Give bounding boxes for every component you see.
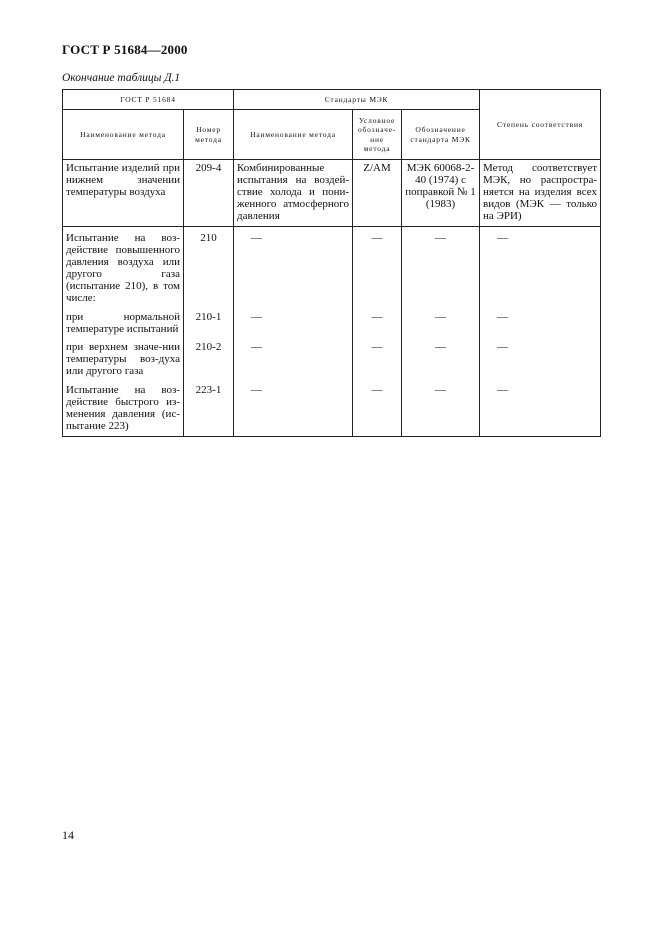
header-iec-method-name: Наименование метода [234, 110, 353, 160]
page-number: 14 [62, 828, 74, 842]
table-row [63, 336, 601, 379]
method-cell: Испытание на воз-действие повышенного давления воздуха или другого газа (испытание 210), в том числе: [63, 227, 184, 306]
dash-mark: — [497, 341, 509, 354]
conditional-cell: — [353, 227, 402, 306]
iec-method-cell [234, 306, 353, 337]
header-gost-group: ГОСТ Р 51684 [63, 90, 234, 110]
method-number-cell: 209-4 [184, 160, 234, 227]
method-number-cell: 210-2 [184, 336, 234, 379]
iec-method-cell [234, 227, 353, 306]
iec-method-cell [234, 379, 353, 436]
header-method-name: Наименование метода [63, 110, 184, 160]
iec-standard-cell: МЭК 60068-2-40 (1974) с поправкой № 1 (1983) [402, 160, 480, 227]
table-row [63, 379, 601, 436]
dash-mark: — [497, 232, 509, 245]
iec-method-cell: Комбинированные испытания на воздей-ствие холода и пони-женного атмосферного давления [234, 160, 353, 227]
header-method-number: Номер метода [184, 110, 234, 160]
table-caption: Окончание таблицы Д.1 [62, 72, 181, 84]
method-cell: Испытание на воз-действие быстрого из-менения давления (ис-пытание 223) [63, 379, 184, 436]
dash-mark: — [251, 384, 263, 396]
dash-mark: — [251, 341, 263, 354]
compliance-cell [480, 227, 601, 306]
method-number-cell: 210-1 [184, 306, 234, 337]
conditional-cell: — [353, 306, 402, 337]
document-title: ГОСТ Р 51684—2000 [62, 42, 188, 57]
header-iec-standard: Обозначение стандарта МЭК [402, 110, 480, 160]
method-number-cell: 223-1 [184, 379, 234, 436]
dash-mark: — [251, 232, 263, 245]
compliance-cell [480, 379, 601, 436]
table-row [63, 227, 601, 306]
header-compliance: Степень соответствия [480, 90, 601, 160]
iec-method-cell [234, 336, 353, 379]
iec-standard-cell: — [402, 336, 480, 379]
header-iec-group: Стандарты МЭК [234, 90, 480, 110]
compliance-cell [480, 336, 601, 379]
header-conditional: Условное обозначе-ние метода [353, 110, 402, 160]
method-number-cell: 210 [184, 227, 234, 306]
compliance-cell: Метод соответствует МЭК, но распростра-няется на изделия всех видов (МЭК — только на ЭРИ) [480, 160, 601, 227]
iec-standard-cell: — [402, 379, 480, 436]
method-cell: при нормальной температуре испытаний [63, 306, 184, 337]
table-row [63, 160, 601, 227]
conditional-cell: Z/AM [353, 160, 402, 227]
conditional-cell: — [353, 336, 402, 379]
compliance-table [62, 89, 601, 437]
method-cell: при верхнем значе-нии температуры воз-духа или другого газа [63, 336, 184, 379]
dash-mark: — [497, 384, 509, 396]
iec-standard-cell: — [402, 306, 480, 337]
method-cell: Испытание изделий при нижнем значении температуры воздуха [63, 160, 184, 227]
compliance-cell [480, 306, 601, 337]
conditional-cell: — [353, 379, 402, 436]
iec-standard-cell: — [402, 227, 480, 306]
dash-mark: — [251, 310, 263, 323]
table-row [63, 306, 601, 337]
dash-mark: — [497, 310, 509, 323]
